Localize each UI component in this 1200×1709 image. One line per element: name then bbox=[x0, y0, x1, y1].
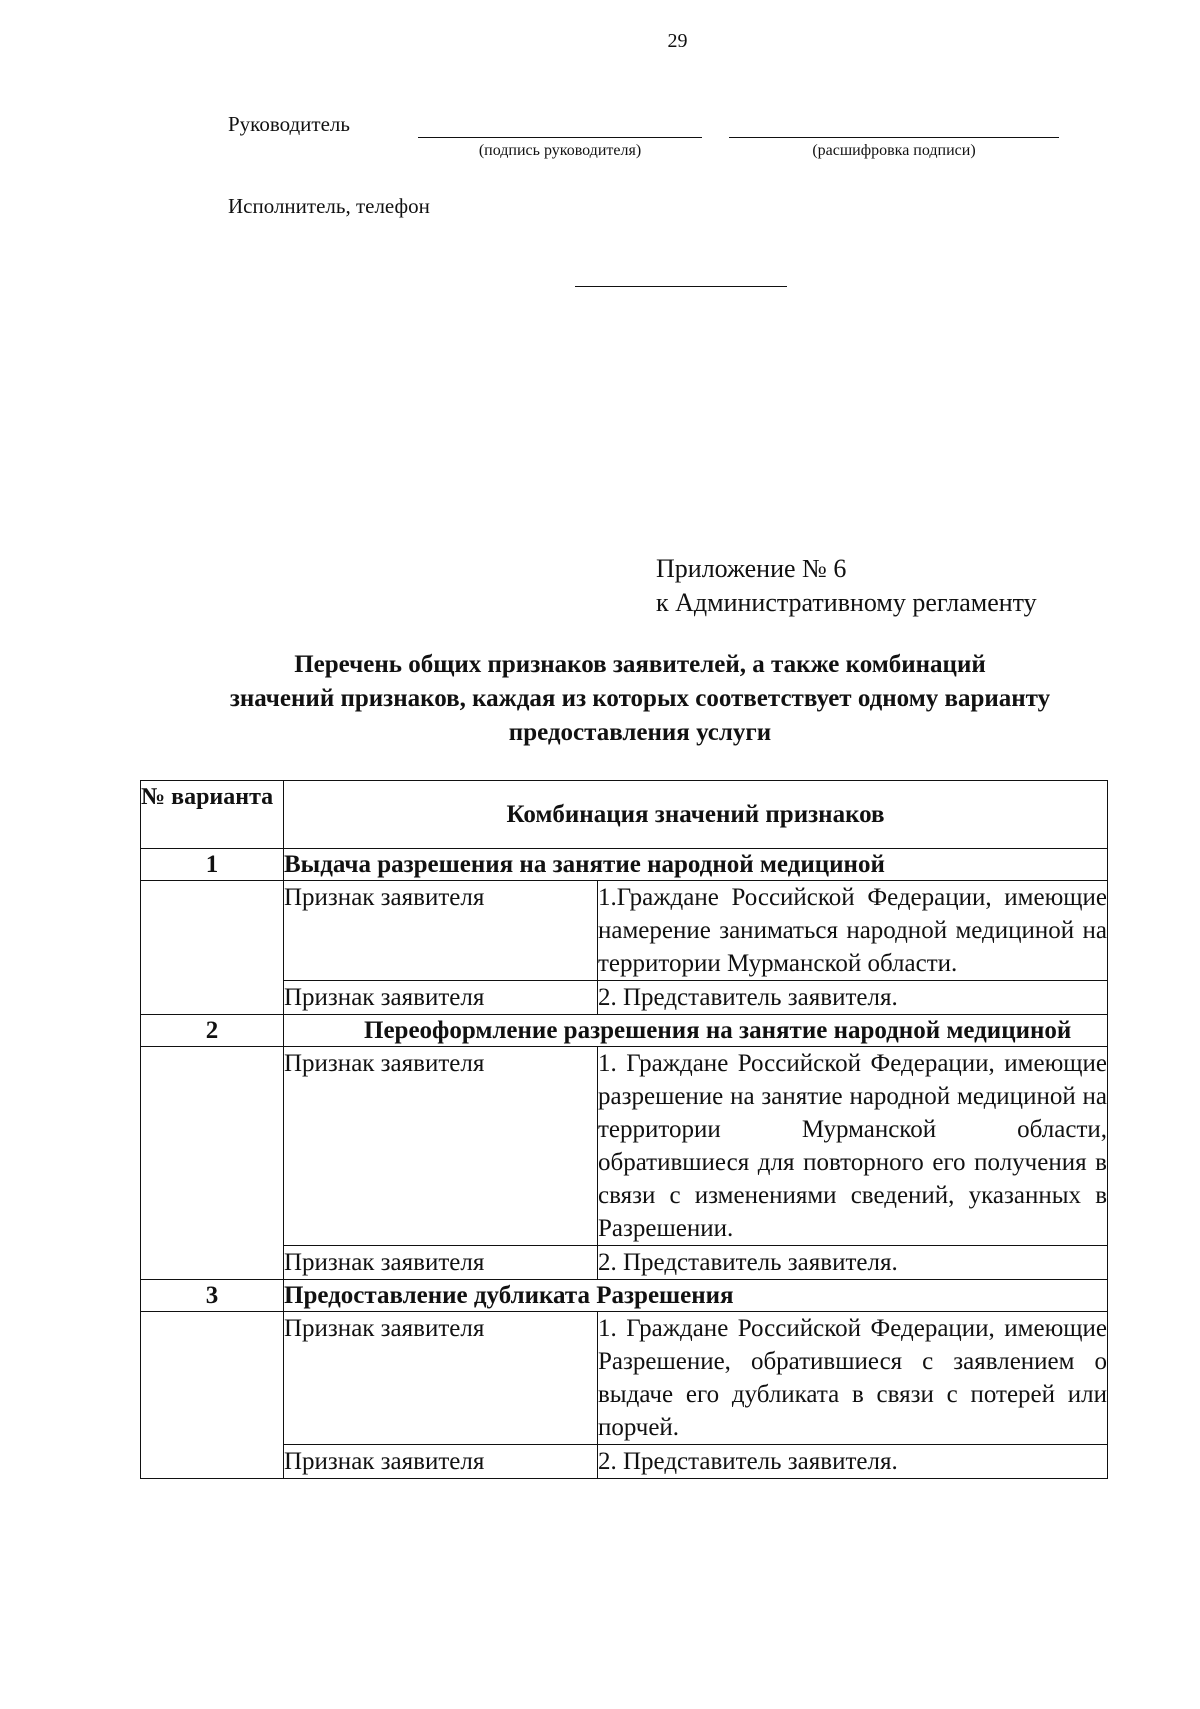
empty-cell bbox=[141, 1312, 284, 1479]
sign-label: Признак заявителя bbox=[284, 981, 598, 1015]
sign-value: 2. Представитель заявителя. bbox=[598, 1445, 1108, 1479]
empty-cell bbox=[141, 881, 284, 1015]
signature-decoding-caption: (расшифровка подписи) bbox=[812, 142, 976, 159]
variant-title: Выдача разрешения на занятие народной медициной bbox=[284, 849, 1108, 881]
sign-label: Признак заявителя bbox=[284, 1312, 598, 1445]
table-row bbox=[141, 881, 1108, 981]
document-title bbox=[140, 648, 1140, 750]
appendix-line-1: Приложение № 6 bbox=[656, 554, 847, 583]
title-line-1: Перечень общих признаков заявителей, а также комбинаций bbox=[294, 651, 986, 678]
variant-title: Переоформление разрешения на занятие народной медициной bbox=[284, 1015, 1108, 1047]
title-line-2: значений признаков, каждая из которых соответствует одному варианту bbox=[229, 685, 1051, 712]
table-row bbox=[141, 1047, 1108, 1246]
table-row bbox=[141, 1445, 1108, 1479]
variants-table bbox=[140, 780, 1108, 1479]
table-row bbox=[141, 981, 1108, 1015]
executor-label: Исполнитель, телефон bbox=[228, 194, 430, 218]
section-divider bbox=[575, 286, 787, 287]
signature-caption: (подпись руководителя) bbox=[478, 142, 642, 159]
sign-value: 2. Представитель заявителя. bbox=[598, 981, 1108, 1015]
variant-number: 1 bbox=[141, 849, 284, 881]
variant-title-row bbox=[141, 849, 1108, 881]
variant-number: 3 bbox=[141, 1280, 284, 1312]
appendix-heading bbox=[656, 552, 1037, 620]
signature-role-label: Руководитель bbox=[228, 112, 350, 136]
sign-label: Признак заявителя bbox=[284, 1246, 598, 1280]
sign-label: Признак заявителя bbox=[284, 1445, 598, 1479]
table-row bbox=[141, 1246, 1108, 1280]
variant-title-row bbox=[141, 1280, 1108, 1312]
table-header-row bbox=[141, 781, 1108, 849]
appendix-line-2: к Административному регламенту bbox=[656, 588, 1037, 617]
title-line-3: предоставления услуги bbox=[508, 719, 772, 746]
signature-decoding-line bbox=[729, 137, 1059, 138]
sign-value: 1. Граждане Российской Федерации, имеющие Разрешение, обратившиеся с заявлением о выдаче его дубликата в связи с потерей или порчей. bbox=[598, 1312, 1108, 1445]
empty-cell bbox=[141, 1047, 284, 1280]
sign-label: Признак заявителя bbox=[284, 1047, 598, 1246]
sign-value: 2. Представитель заявителя. bbox=[598, 1246, 1108, 1280]
page-number: 29 bbox=[667, 30, 688, 52]
signature-line bbox=[418, 137, 702, 138]
sign-label: Признак заявителя bbox=[284, 881, 598, 981]
sign-value: 1. Граждане Российской Федерации, имеющие разрешение на занятие народной медициной на территории Мурманской области, обратившиеся для повторного его получения в связи с изменениями сведений, указанных в Разрешении. bbox=[598, 1047, 1108, 1246]
header-variant-number: № варианта bbox=[141, 781, 284, 849]
variant-number: 2 bbox=[141, 1015, 284, 1047]
table-row bbox=[141, 1312, 1108, 1445]
variant-title-row bbox=[141, 1015, 1108, 1047]
variant-title: Предоставление дубликата Разрешения bbox=[284, 1280, 1108, 1312]
sign-value: 1.Граждане Российской Федерации, имеющие намерение заниматься народной медициной на территории Мурманской области. bbox=[598, 881, 1108, 981]
header-combination: Комбинация значений признаков bbox=[284, 781, 1108, 849]
